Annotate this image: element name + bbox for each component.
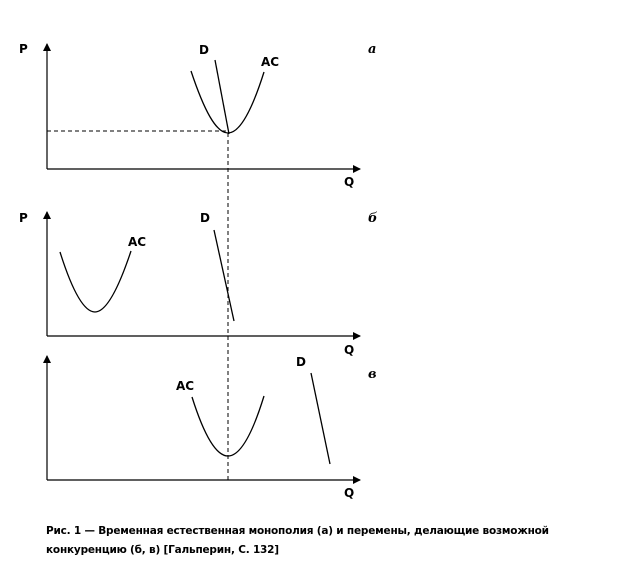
panel-a-d-line (215, 60, 229, 134)
panel-a-q-label: Q (344, 175, 355, 189)
panel-b-letter: б (368, 211, 378, 226)
caption-line-1: Рис. 1 — Временная естественная монополия (а) и перемены, делающие возможной (46, 525, 549, 537)
panel-c-ac-curve (192, 396, 264, 456)
panel-a-p-label: P (19, 42, 28, 56)
panel-a-ac-label: AC (261, 55, 280, 69)
panel-b-d-line (214, 230, 234, 321)
caption-line-2: конкуренцию (б, в) [Гальперин, С. 132] (46, 544, 279, 556)
panel-a-letter: а (368, 42, 377, 57)
panel-c-d-line (311, 373, 330, 464)
panel-c (47, 355, 377, 500)
panel-b-p-label: P (19, 211, 28, 225)
panel-c-letter: в (368, 367, 377, 382)
panel-b-ac-curve (60, 251, 131, 312)
panel-c-ac-label: AC (176, 379, 195, 393)
panel-a (19, 42, 376, 189)
panel-b-d-label: D (200, 211, 210, 225)
panel-c-d-label: D (296, 355, 306, 369)
panel-a-d-label: D (199, 43, 209, 57)
panel-b-ac-label: AC (128, 235, 147, 249)
panel-c-q-label: Q (344, 486, 355, 500)
figure-caption (46, 522, 566, 560)
panel-b-q-label: Q (344, 343, 355, 357)
panel-b (19, 211, 378, 357)
